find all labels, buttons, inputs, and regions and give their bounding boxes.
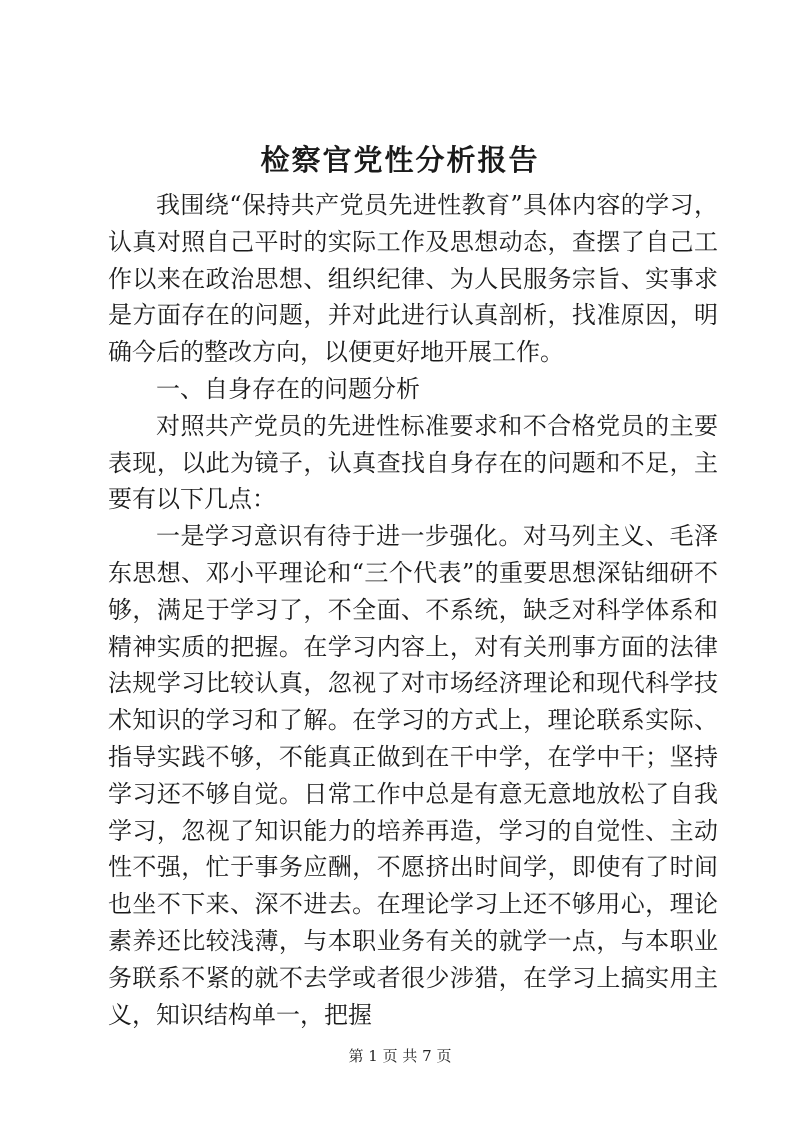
paragraph-overview: 对照共产党员的先进性标准要求和不合格党员的主要表现，以此为镜子，认真查找自身存在的问题和不足，主要有以下几点： (108, 411, 718, 514)
page-footer: 第 1 页 共 7 页 (348, 1047, 452, 1065)
paragraph-intro: 我围绕“保持共产党员先进性教育”具体内容的学习，认真对照自己平时的实际工作及思想动态，查摆了自己工作以来在政治思想、组织纪律、为人民服务宗旨、实事求是方面存在的问题，并对此进行认真剖析，找准原因，明确今后的整改方向，以便更好地开展工作。 (108, 191, 718, 367)
document-body (108, 187, 718, 1033)
document-title: 检察官党性分析报告 (260, 143, 540, 177)
section-heading: 一、自身存在的问题分析 (156, 374, 420, 403)
paragraph-point-one: 一是学习意识有待于进一步强化。对马列主义、毛泽东思想、邓小平理论和“三个代表”的重要思想深钻细研不够，满足于学习了，不全面、不系统，缺乏对科学体系和精神实质的把握。在学习内容上，对有关刑事方面的法律法规学习比较认真，忽视了对市场经济理论和现代科学技术知识的学习和了解。在学习的方式上，理论联系实际、指导实践不够，不能真正做到在干中学，在学中干；坚持学习还不够自觉。日常工作中总是有意无意地放松了自我学习，忽视了知识能力的培养再造，学习的自觉性、主动性不强，忙于事务应酬，不愿挤出时间学，即使有了时间也坐不下来、深不进去。在理论学习上还不够用心，理论素养还比较浅薄，与本职业务有关的就学一点，与本职业务联系不紧的就不去学或者很少涉猎，在学习上搞实用主义，知识结构单一，把握 (108, 522, 718, 1029)
